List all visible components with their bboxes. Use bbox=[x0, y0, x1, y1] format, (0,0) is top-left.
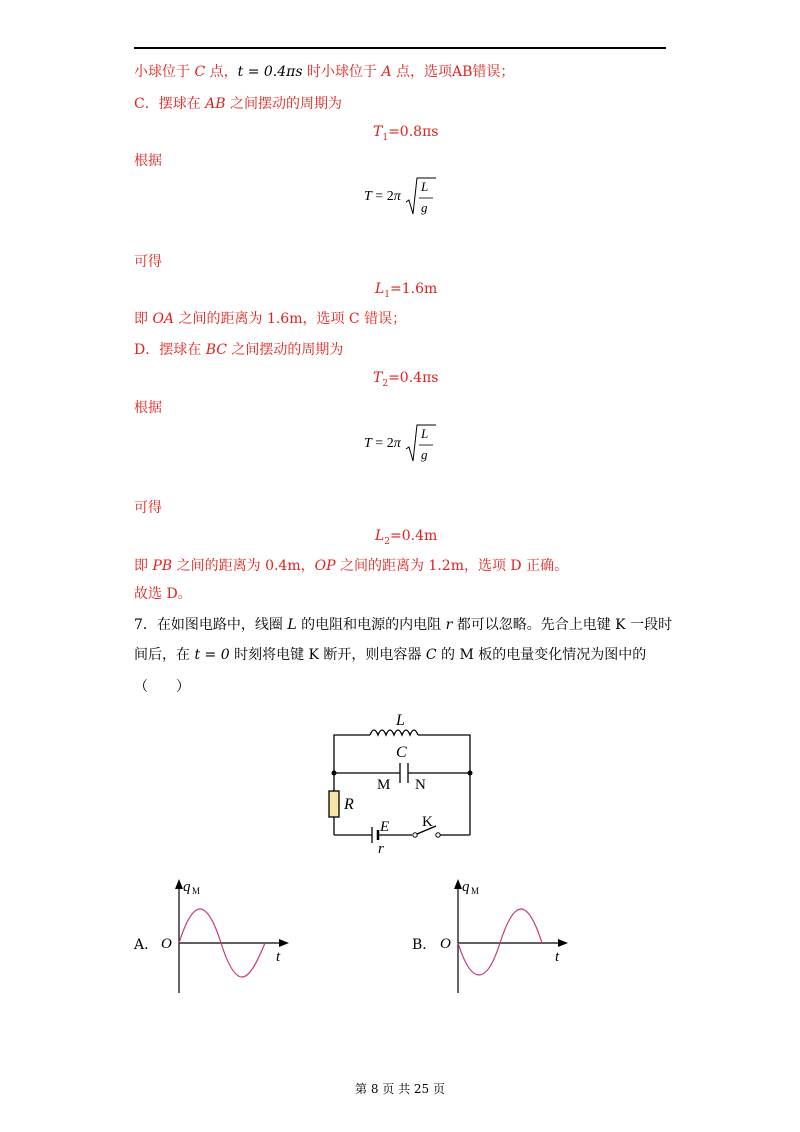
page-footer: 第 8 页 共 25 页 bbox=[355, 1082, 445, 1096]
answer-line-pb bbox=[134, 556, 568, 576]
question-7-options-bracket: （ ） bbox=[134, 679, 190, 695]
genju-1: 根据 bbox=[134, 153, 162, 169]
y-label-sub: M bbox=[471, 886, 480, 896]
keде-1: 可得 bbox=[134, 254, 162, 270]
x-label: t bbox=[276, 949, 281, 965]
value: =1.6m bbox=[390, 281, 438, 297]
period-t2 bbox=[373, 368, 438, 394]
text: 都可以忽略。先合上电键 K 一段时 bbox=[452, 617, 673, 633]
question-7-line-1 bbox=[134, 615, 672, 635]
text: 之间的距离为 1.2m，选项 D 正确。 bbox=[335, 558, 569, 574]
junction-right bbox=[468, 771, 473, 776]
var-pb: PB bbox=[152, 558, 173, 574]
text: D．摆球在 bbox=[134, 342, 206, 358]
denominator: g bbox=[421, 447, 428, 462]
x-axis-arrow bbox=[279, 939, 289, 947]
x-axis-arrow bbox=[558, 939, 568, 947]
answer-line-c bbox=[134, 94, 342, 114]
y-label: q bbox=[183, 879, 191, 895]
kede-2: 可得 bbox=[134, 500, 162, 516]
switch-contact bbox=[413, 833, 417, 837]
label-internal-resistance: r bbox=[378, 841, 384, 855]
var-r: r bbox=[445, 617, 453, 633]
answer-line-oa bbox=[134, 309, 406, 329]
answer-line-d bbox=[134, 340, 343, 360]
label-emf: E bbox=[380, 819, 390, 835]
value: =0.4m bbox=[390, 528, 438, 544]
text: 之间摆动的周期为 bbox=[225, 96, 343, 112]
pendulum-formula-1: T = 2π L g bbox=[364, 176, 444, 220]
label-plate-n: N bbox=[415, 777, 426, 793]
option-a-label: A． bbox=[134, 937, 159, 953]
circuit-diagram bbox=[320, 705, 490, 855]
graph-option-a bbox=[155, 875, 300, 995]
genju-2: 根据 bbox=[134, 400, 162, 416]
denominator: g bbox=[421, 200, 428, 215]
text: 即 bbox=[134, 558, 153, 574]
question-7-line-2 bbox=[134, 645, 646, 665]
sub: 1 bbox=[384, 289, 391, 300]
var-op: OP bbox=[314, 558, 336, 574]
sub: 2 bbox=[382, 378, 389, 389]
var-a: A bbox=[381, 64, 392, 80]
text: 时刻将电键 K 断开，则电容器 bbox=[229, 647, 426, 663]
junction-left bbox=[332, 771, 337, 776]
sub: 1 bbox=[382, 132, 389, 143]
answer-final: 故选 D。 bbox=[134, 586, 192, 602]
origin-label: O bbox=[161, 936, 172, 952]
x-label: t bbox=[555, 949, 560, 965]
text: 之间的距离为 0.4m， bbox=[172, 558, 315, 574]
sym: L bbox=[375, 281, 385, 297]
text: 点， bbox=[205, 64, 238, 80]
header-rule bbox=[134, 47, 666, 49]
var-ab: AB bbox=[205, 96, 226, 112]
label-switch: K bbox=[422, 814, 433, 830]
text: 时小球位于 bbox=[302, 64, 382, 80]
origin-label: O bbox=[440, 936, 451, 952]
y-axis-arrow bbox=[454, 879, 462, 889]
sub: 2 bbox=[384, 536, 391, 547]
var-l: L bbox=[287, 617, 297, 633]
label-resistor: R bbox=[344, 796, 354, 813]
value: =0.4πs bbox=[388, 370, 439, 386]
text: 即 bbox=[134, 311, 153, 327]
numerator: L bbox=[421, 426, 429, 441]
label-plate-m: M bbox=[377, 777, 391, 793]
graph-option-b bbox=[434, 875, 579, 995]
value: =0.8πs bbox=[388, 124, 439, 140]
text: 小球位于 bbox=[134, 64, 195, 80]
var-c: C bbox=[425, 647, 437, 663]
text: 的电阻和电源的内电阻 bbox=[296, 617, 446, 633]
sym: L bbox=[375, 528, 385, 544]
text: 7．在如图电路中，线圈 bbox=[134, 617, 288, 633]
answer-line-1 bbox=[134, 62, 514, 82]
sym: T bbox=[373, 124, 383, 140]
curve bbox=[458, 909, 542, 975]
resistor bbox=[329, 791, 339, 817]
text: 点，选项AB错误； bbox=[391, 64, 515, 80]
label-inductor: L bbox=[396, 712, 405, 729]
y-label-sub: M bbox=[192, 886, 201, 896]
numerator: L bbox=[421, 179, 429, 194]
var-oa: OA bbox=[152, 311, 175, 327]
var-bc: BC bbox=[205, 342, 227, 358]
switch-contact bbox=[436, 833, 440, 837]
y-axis-arrow bbox=[175, 879, 183, 889]
y-label: q bbox=[462, 879, 470, 895]
pendulum-formula-2: T = 2π L g bbox=[364, 423, 444, 467]
option-b-label: B． bbox=[412, 937, 437, 953]
text: 之间的距离为 1.6m，选项 C 错误； bbox=[174, 311, 407, 327]
label-capacitor: C bbox=[396, 744, 407, 761]
time-expr: t = 0.4πs bbox=[237, 64, 303, 80]
text: 间后，在 bbox=[134, 647, 195, 663]
text: 之间摆动的周期为 bbox=[226, 342, 344, 358]
period-t1 bbox=[373, 122, 438, 148]
length-l1 bbox=[375, 279, 437, 305]
text: 的 M 板的电量变化情况为图中的 bbox=[436, 647, 647, 663]
text: C．摆球在 bbox=[134, 96, 206, 112]
time-zero: t = 0 bbox=[194, 647, 230, 663]
length-l2 bbox=[375, 526, 437, 552]
var-c: C bbox=[194, 64, 206, 80]
sym: T bbox=[373, 370, 383, 386]
